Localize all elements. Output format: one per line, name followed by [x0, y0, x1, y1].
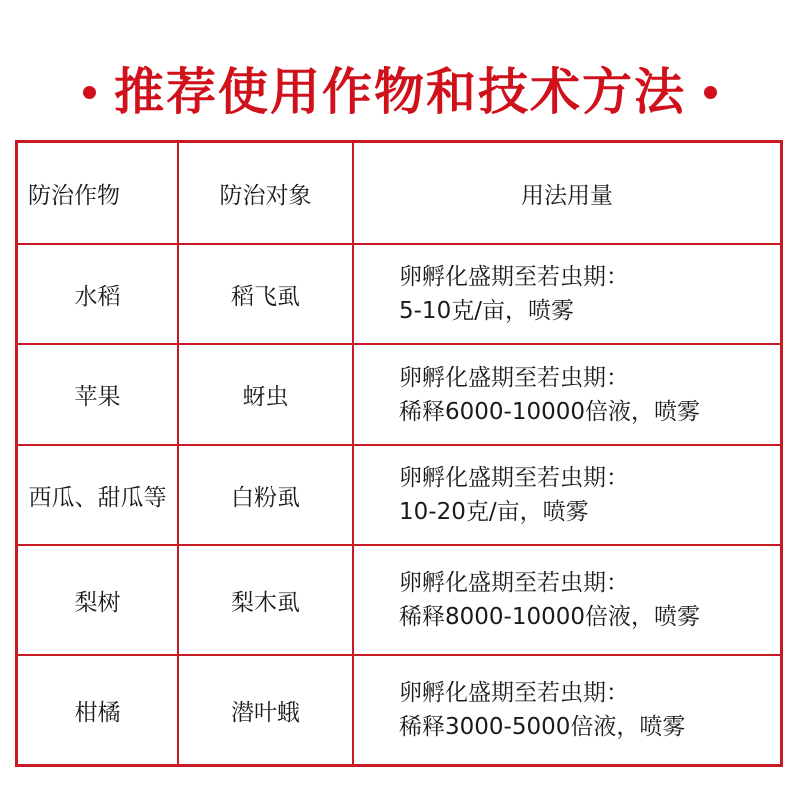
target-cell: 白粉虱: [178, 445, 353, 545]
usage-table-frame: [15, 140, 783, 767]
usage-line-2: 稀释8000-10000倍液，喷雾: [399, 604, 700, 630]
table-row: [18, 244, 780, 344]
usage-cell: [353, 244, 780, 344]
crop-cell: [18, 244, 178, 344]
usage-line-2: 10-20克/亩，喷雾: [399, 499, 589, 525]
title-banner: [0, 52, 800, 132]
target-cell: 梨木虱: [178, 545, 353, 655]
crop-cell: [18, 655, 178, 764]
table-row: [18, 445, 780, 545]
crop-text: 西瓜、甜瓜等: [28, 484, 167, 511]
crop-cell: [18, 545, 178, 655]
usage-line-1: 卵孵化盛期至若虫期：: [399, 680, 629, 706]
crop-cell: [18, 445, 178, 545]
target-cell: 稻飞虱: [178, 244, 353, 344]
usage-line-1: 卵孵化盛期至若虫期：: [399, 264, 629, 290]
page-title: 推荐使用作物和技术方法: [114, 62, 686, 121]
usage-line-2: 稀释6000-10000倍液，喷雾: [399, 398, 700, 425]
bullet-dot-left-icon: [83, 86, 96, 99]
usage-line-2: 5-10克/亩，喷雾: [399, 298, 574, 324]
crop-text: 柑橘: [74, 699, 121, 726]
usage-table: [18, 143, 780, 764]
target-cell: 蚜虫: [178, 344, 353, 445]
header-usage: 用法用量: [353, 143, 780, 244]
header-crop: 防治作物: [18, 143, 178, 244]
usage-line-2: 稀释3000-5000倍液，喷雾: [399, 714, 686, 740]
crop-cell: [18, 344, 178, 445]
table-row: [18, 545, 780, 655]
bullet-dot-right-icon: [704, 86, 717, 99]
usage-cell: [353, 344, 780, 445]
crop-text: 梨树: [74, 589, 121, 616]
table-header-row: [18, 143, 780, 244]
table-row: [18, 344, 780, 445]
target-cell: 潜叶蛾: [178, 655, 353, 764]
crop-text: 苹果: [74, 384, 121, 410]
usage-cell: [353, 445, 780, 545]
usage-line-1: 卵孵化盛期至若虫期：: [399, 570, 629, 596]
usage-cell: [353, 655, 780, 764]
usage-cell: [353, 545, 780, 655]
usage-line-1: 卵孵化盛期至若虫期：: [399, 364, 629, 391]
crop-text: 水稻: [74, 283, 121, 310]
usage-line-1: 卵孵化盛期至若虫期：: [399, 465, 629, 491]
header-target: 防治对象: [178, 143, 353, 244]
table-row: [18, 655, 780, 764]
